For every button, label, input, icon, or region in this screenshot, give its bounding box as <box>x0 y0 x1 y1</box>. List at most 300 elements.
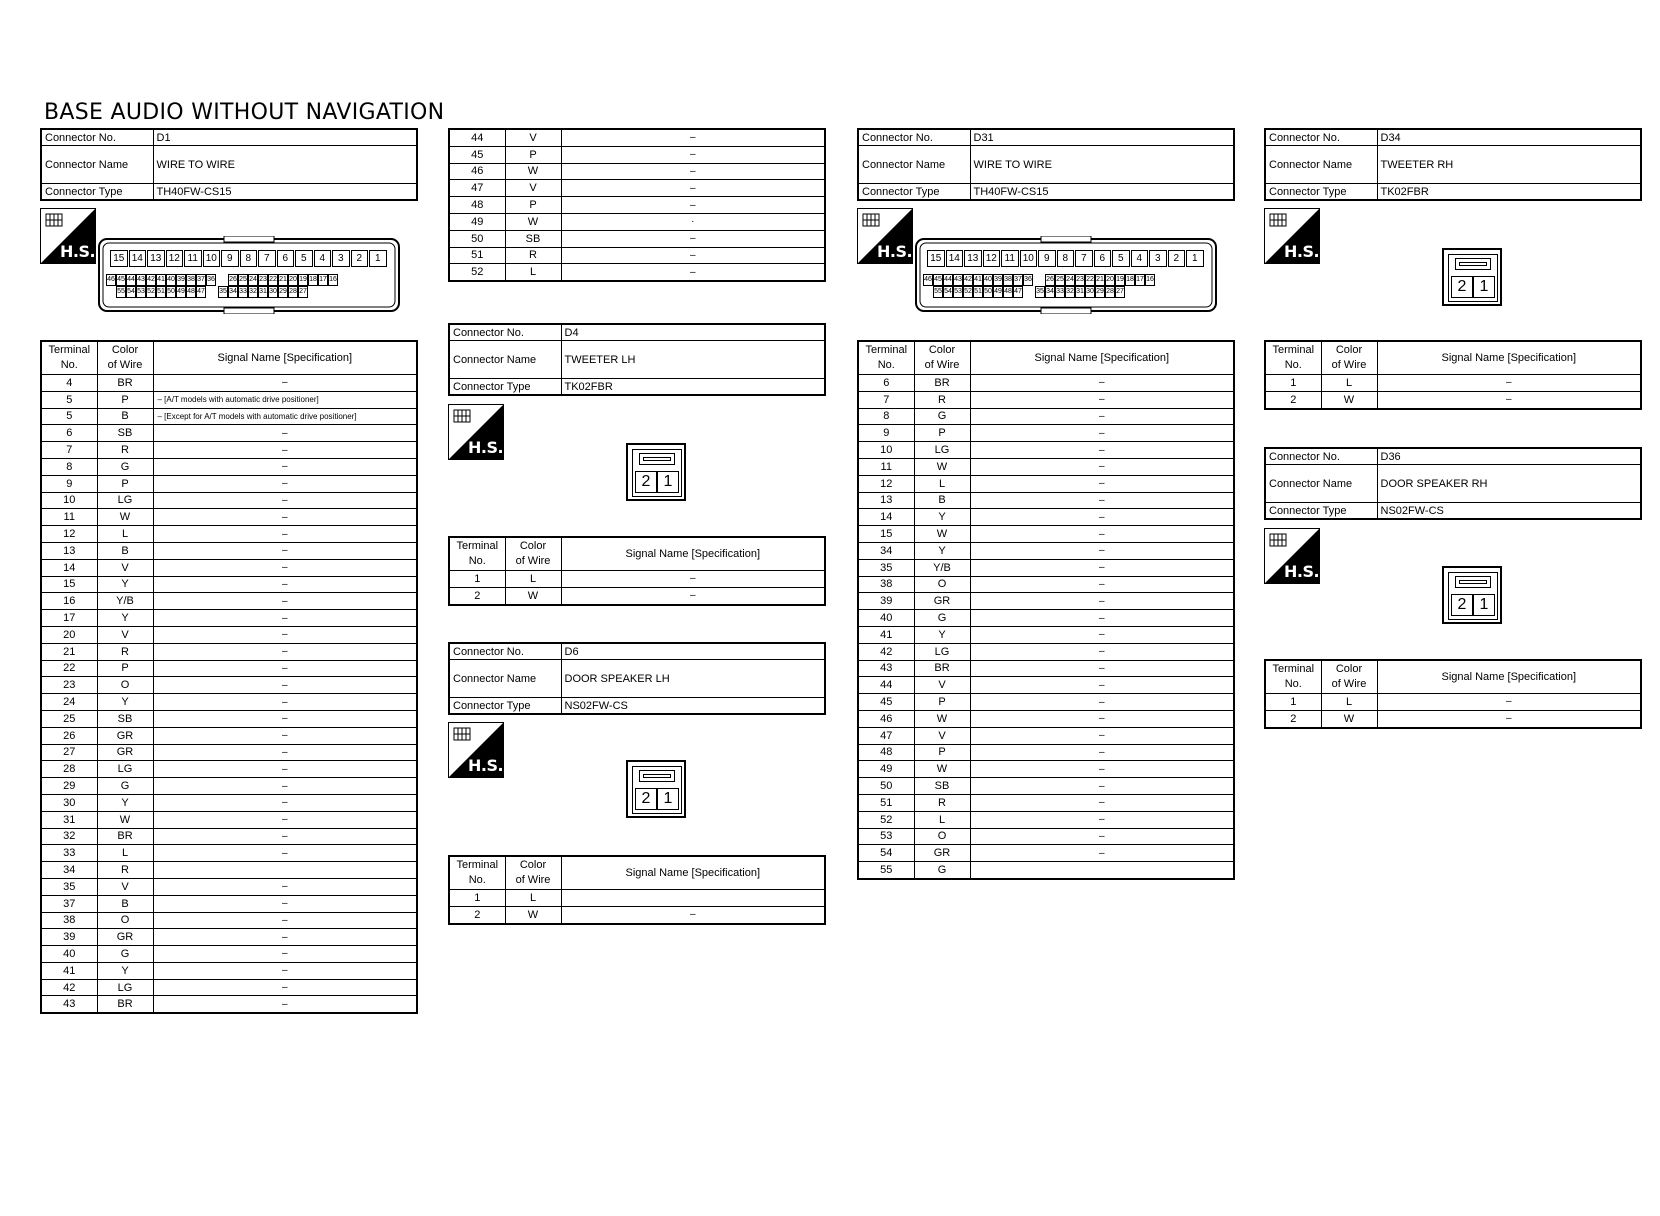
connector-pin: 19 <box>1115 274 1125 286</box>
table-row <box>858 576 1234 593</box>
connector-pin: 12 <box>983 250 1001 267</box>
table-row <box>449 906 825 923</box>
connector-pin: 53 <box>953 286 963 298</box>
cavity-2: 2 <box>1451 594 1473 616</box>
connector-name-value: WIRE TO WIRE <box>970 146 1234 184</box>
wire-color-cell: LG <box>914 442 970 459</box>
connector-pin: 49 <box>176 286 186 298</box>
connector-pin: 6 <box>1094 250 1112 267</box>
signal-name-cell: – <box>561 264 825 281</box>
signal-name-cell: – <box>153 576 417 593</box>
connector-pin: 47 <box>1013 286 1023 298</box>
d31-terminal-table <box>857 340 1235 880</box>
d6-connector-face-diagram <box>626 760 686 818</box>
signal-name-cell: – <box>970 677 1234 694</box>
table-row <box>858 677 1234 694</box>
wire-color-cell: R <box>914 391 970 408</box>
connector-pin: 43 <box>953 274 963 286</box>
table-row <box>41 542 417 559</box>
connector-no-value: D1 <box>153 129 417 146</box>
wire-color-cell: V <box>505 180 561 197</box>
connector-pin: 9 <box>1038 250 1056 267</box>
connector-pin: 2 <box>1168 250 1186 267</box>
wire-color-cell: L <box>1321 375 1377 392</box>
d36-connector-face-diagram <box>1442 566 1502 624</box>
table-row <box>41 962 417 979</box>
wire-color-cell: W <box>505 906 561 923</box>
connector-pin: 8 <box>240 250 258 267</box>
table-row <box>41 509 417 526</box>
terminal-no-cell: 8 <box>41 458 97 475</box>
d6-terminal-table <box>448 855 826 925</box>
terminal-no-cell: 2 <box>1265 710 1321 727</box>
connector-pin: 7 <box>1075 250 1093 267</box>
terminal-no-cell: 6 <box>858 375 914 392</box>
connector-pin: 2 <box>351 250 369 267</box>
connector-type-label: Connector Type <box>1265 503 1377 520</box>
wire-color-cell: B <box>97 542 153 559</box>
signal-name-cell: – <box>153 509 417 526</box>
terminal-no-cell: 12 <box>858 475 914 492</box>
table-row <box>858 744 1234 761</box>
d34-terminal-table <box>1264 340 1642 410</box>
table-row <box>858 509 1234 526</box>
cavity-1: 1 <box>657 788 679 810</box>
wire-color-cell: BR <box>97 828 153 845</box>
connector-pin: 36 <box>206 274 216 286</box>
connector-pin <box>1033 274 1045 286</box>
signal-name-cell: – <box>561 587 825 604</box>
table-row <box>41 576 417 593</box>
signal-name-cell: – <box>153 811 417 828</box>
signal-name-cell: – <box>153 744 417 761</box>
table-row <box>41 862 417 879</box>
connector-pin: 50 <box>983 286 993 298</box>
connector-pin: 33 <box>238 286 248 298</box>
connector-pin: 52 <box>146 286 156 298</box>
signal-name-cell: – <box>153 626 417 643</box>
connector-pin: 3 <box>332 250 350 267</box>
hs-label: H.S. <box>1284 562 1320 581</box>
terminal-no-cell: 12 <box>41 526 97 543</box>
connector-pin: 44 <box>943 274 953 286</box>
terminal-no-cell: 1 <box>1265 375 1321 392</box>
signal-name-cell: – <box>153 761 417 778</box>
signal-name-cell: – <box>1377 375 1641 392</box>
table-row <box>1265 710 1641 727</box>
terminal-no-cell: 4 <box>41 375 97 392</box>
wire-color-cell: O <box>914 576 970 593</box>
connector-name-label: Connector Name <box>1265 146 1377 184</box>
terminal-no-cell: 13 <box>41 542 97 559</box>
signal-name-cell: – <box>970 778 1234 795</box>
connector-pin: 42 <box>146 274 156 286</box>
connector-pin: 17 <box>318 274 328 286</box>
connector-pin: 17 <box>1135 274 1145 286</box>
connector-pin: 27 <box>298 286 308 298</box>
signal-name-cell: – <box>970 408 1234 425</box>
connector-name-label: Connector Name <box>858 146 970 184</box>
signal-name-cell <box>970 862 1234 879</box>
wire-color-cell: BR <box>914 660 970 677</box>
wire-color-cell: Y/B <box>97 593 153 610</box>
connector-pin: 5 <box>295 250 313 267</box>
terminal-no-cell: 21 <box>41 643 97 660</box>
table-row <box>858 610 1234 627</box>
wire-color-cell: W <box>505 213 561 230</box>
wire-color-cell: Y <box>97 694 153 711</box>
signal-name-cell: – <box>153 425 417 442</box>
connector-pin: 46 <box>106 274 116 286</box>
terminal-no-cell: 39 <box>41 929 97 946</box>
table-row <box>858 559 1234 576</box>
connector-type-label: Connector Type <box>1265 184 1377 201</box>
terminal-no-cell: 11 <box>858 458 914 475</box>
table-row <box>41 710 417 727</box>
connector-pin: 31 <box>258 286 268 298</box>
signal-name-cell: – <box>561 129 825 146</box>
cavity-2: 2 <box>635 471 657 493</box>
terminal-no-cell: 31 <box>41 811 97 828</box>
wire-color-cell: SB <box>914 778 970 795</box>
wire-color-cell: R <box>914 794 970 811</box>
wire-color-cell: GR <box>914 593 970 610</box>
wire-color-cell: V <box>97 559 153 576</box>
connector-type-value: TK02FBR <box>561 379 825 396</box>
terminal-no-cell: 52 <box>858 811 914 828</box>
wire-color-cell: P <box>505 146 561 163</box>
signal-name-cell: – <box>153 677 417 694</box>
signal-name-cell: – <box>153 828 417 845</box>
table-row <box>41 492 417 509</box>
signal-name-cell: – <box>153 694 417 711</box>
signal-name-cell: – [Except for A/T models with automatic drive positioner] <box>153 408 417 425</box>
connector-pin: 16 <box>1145 274 1155 286</box>
signal-name-cell: – <box>1377 391 1641 408</box>
signal-name-cell: – <box>561 906 825 923</box>
connector-no-label: Connector No. <box>1265 129 1377 146</box>
signal-name-cell: – <box>970 375 1234 392</box>
table-row <box>1265 694 1641 711</box>
signal-name-header: Signal Name [Specification] <box>1377 660 1641 694</box>
terminal-no-cell: 39 <box>858 593 914 610</box>
signal-name-cell: – <box>153 492 417 509</box>
wire-color-cell: V <box>505 129 561 146</box>
connector-pin: 5 <box>1112 250 1130 267</box>
wire-color-cell: W <box>914 710 970 727</box>
terminal-no-header: Terminal No. <box>449 537 505 571</box>
table-row <box>858 526 1234 543</box>
connector-pin: 50 <box>166 286 176 298</box>
terminal-no-cell: 14 <box>858 509 914 526</box>
connector-pin: 32 <box>1065 286 1075 298</box>
table-row <box>41 946 417 963</box>
terminal-no-cell: 23 <box>41 677 97 694</box>
connector-pin: 14 <box>946 250 964 267</box>
connector-pin: 20 <box>1105 274 1115 286</box>
terminal-no-cell: 47 <box>858 727 914 744</box>
wire-color-cell: G <box>97 778 153 795</box>
terminal-no-cell: 10 <box>858 442 914 459</box>
connector-pin: 40 <box>166 274 176 286</box>
connector-type-label: Connector Type <box>41 184 153 201</box>
table-row <box>449 587 825 604</box>
signal-name-cell: – <box>970 593 1234 610</box>
terminal-no-cell: 10 <box>41 492 97 509</box>
color-of-wire-header: Color of Wire <box>505 856 561 890</box>
connector-pin: 3 <box>1149 250 1167 267</box>
table-row <box>858 475 1234 492</box>
signal-name-cell: – <box>153 710 417 727</box>
signal-name-cell <box>561 890 825 907</box>
table-row <box>858 408 1234 425</box>
connector-pin: 25 <box>1055 274 1065 286</box>
signal-name-cell: – <box>970 391 1234 408</box>
hs-label: H.S. <box>1284 242 1320 261</box>
wire-color-cell: BR <box>97 375 153 392</box>
signal-name-cell: – <box>153 660 417 677</box>
signal-name-cell: – <box>970 475 1234 492</box>
terminal-no-cell: 1 <box>449 571 505 588</box>
table-row <box>41 996 417 1013</box>
terminal-no-cell: 2 <box>449 906 505 923</box>
wire-color-cell: W <box>97 509 153 526</box>
wire-color-cell: P <box>914 744 970 761</box>
connector-pin: 13 <box>964 250 982 267</box>
connector-name-label: Connector Name <box>449 341 561 379</box>
connector-no-value: D31 <box>970 129 1234 146</box>
d1-connector-info <box>40 128 418 201</box>
signal-name-cell: – <box>970 559 1234 576</box>
connector-type-value: TK02FBR <box>1377 184 1641 201</box>
signal-name-cell: – <box>970 744 1234 761</box>
wire-color-cell: GR <box>914 845 970 862</box>
wire-color-cell: B <box>914 492 970 509</box>
signal-name-cell: – <box>153 794 417 811</box>
terminal-no-cell: 54 <box>858 845 914 862</box>
connector-pin: 48 <box>1003 286 1013 298</box>
signal-name-cell: – <box>153 996 417 1013</box>
wire-color-cell: O <box>97 677 153 694</box>
table-row <box>41 778 417 795</box>
terminal-no-cell: 30 <box>41 794 97 811</box>
terminal-no-cell: 34 <box>41 862 97 879</box>
d1-terminal-table-continued <box>448 128 826 282</box>
table-row <box>449 180 825 197</box>
wire-color-cell: BR <box>97 996 153 1013</box>
table-row <box>858 845 1234 862</box>
connector-no-label: Connector No. <box>1265 448 1377 465</box>
connector-no-value: D6 <box>561 643 825 660</box>
table-row <box>41 828 417 845</box>
connector-pin: 31 <box>1075 286 1085 298</box>
connector-pin: 51 <box>156 286 166 298</box>
terminal-no-header: Terminal No. <box>858 341 914 375</box>
signal-name-cell: – <box>153 878 417 895</box>
terminal-no-cell: 45 <box>449 146 505 163</box>
connector-pin: 1 <box>1186 250 1204 267</box>
wire-color-cell: V <box>97 878 153 895</box>
page-title: BASE AUDIO WITHOUT NAVIGATION <box>44 100 445 125</box>
terminal-no-cell: 8 <box>858 408 914 425</box>
connector-pin <box>216 274 228 286</box>
terminal-no-cell: 17 <box>41 610 97 627</box>
connector-pin: 41 <box>156 274 166 286</box>
terminal-no-header: Terminal No. <box>1265 660 1321 694</box>
signal-name-cell: – <box>153 375 417 392</box>
wire-color-cell: Y/B <box>914 559 970 576</box>
connector-pin: 8 <box>1057 250 1075 267</box>
wire-color-cell: P <box>97 391 153 408</box>
connector-pin: 46 <box>923 274 933 286</box>
signal-name-header: Signal Name [Specification] <box>561 856 825 890</box>
connector-no-value: D4 <box>561 324 825 341</box>
connector-pin: 10 <box>203 250 221 267</box>
table-row <box>858 761 1234 778</box>
signal-name-cell: – <box>970 526 1234 543</box>
connector-pin: 14 <box>129 250 147 267</box>
d4-connector-info <box>448 323 826 396</box>
terminal-no-cell: 11 <box>41 509 97 526</box>
connector-pin: 42 <box>963 274 973 286</box>
wire-color-cell: P <box>97 660 153 677</box>
signal-name-cell: – <box>153 778 417 795</box>
terminal-no-cell: 6 <box>41 425 97 442</box>
terminal-no-cell: 40 <box>858 610 914 627</box>
terminal-no-cell: 47 <box>449 180 505 197</box>
signal-name-cell: – <box>970 845 1234 862</box>
connector-pin: 29 <box>1095 286 1105 298</box>
table-row <box>1265 391 1641 408</box>
table-row <box>858 828 1234 845</box>
color-of-wire-header: Color of Wire <box>914 341 970 375</box>
connector-pin: 51 <box>973 286 983 298</box>
signal-name-cell: – <box>970 694 1234 711</box>
table-row <box>858 694 1234 711</box>
connector-type-label: Connector Type <box>449 379 561 396</box>
signal-name-cell: – <box>561 571 825 588</box>
wire-color-cell: L <box>505 264 561 281</box>
wire-color-cell: GR <box>97 929 153 946</box>
wire-color-cell: L <box>505 890 561 907</box>
wire-color-cell: V <box>914 677 970 694</box>
connector-pin: 44 <box>126 274 136 286</box>
hs-label: H.S. <box>60 242 96 261</box>
connector-pin: 37 <box>1013 274 1023 286</box>
wire-color-cell: L <box>1321 694 1377 711</box>
terminal-no-cell: 43 <box>41 996 97 1013</box>
signal-name-cell: – <box>970 794 1234 811</box>
signal-name-cell: – <box>970 828 1234 845</box>
table-row <box>449 264 825 281</box>
connector-pin: 54 <box>943 286 953 298</box>
connector-pin <box>206 286 218 298</box>
d34-connector-info <box>1264 128 1642 201</box>
signal-name-cell: – <box>153 458 417 475</box>
connector-type-value: TH40FW-CS15 <box>970 184 1234 201</box>
hs-harness-side-icon <box>448 404 504 460</box>
signal-name-cell: – <box>970 442 1234 459</box>
signal-name-cell: – <box>153 442 417 459</box>
connector-pin: 41 <box>973 274 983 286</box>
wire-color-cell: LG <box>914 643 970 660</box>
table-row <box>858 862 1234 879</box>
hs-label: H.S. <box>468 756 504 775</box>
signal-name-cell: – <box>970 425 1234 442</box>
table-row <box>41 979 417 996</box>
d1-connector-face-diagram <box>98 236 400 314</box>
connector-pin: 24 <box>248 274 258 286</box>
hs-harness-side-icon <box>857 208 913 264</box>
connector-type-value: NS02FW-CS <box>561 698 825 715</box>
terminal-no-cell: 9 <box>858 425 914 442</box>
table-row <box>858 794 1234 811</box>
connector-pin: 33 <box>1055 286 1065 298</box>
signal-name-cell: – <box>561 180 825 197</box>
terminal-no-header: Terminal No. <box>41 341 97 375</box>
cavity-2: 2 <box>1451 276 1473 298</box>
wire-color-cell: W <box>914 526 970 543</box>
connector-pin: 49 <box>993 286 1003 298</box>
table-row <box>449 230 825 247</box>
connector-pin: 45 <box>116 274 126 286</box>
connector-pin: 37 <box>196 274 206 286</box>
table-row <box>41 744 417 761</box>
signal-name-header: Signal Name [Specification] <box>1377 341 1641 375</box>
table-row <box>41 458 417 475</box>
signal-name-cell: – <box>970 509 1234 526</box>
signal-name-cell: – <box>153 542 417 559</box>
color-of-wire-header: Color of Wire <box>1321 660 1377 694</box>
signal-name-cell: · <box>561 213 825 230</box>
wire-color-cell: LG <box>97 979 153 996</box>
connector-pin: 6 <box>277 250 295 267</box>
terminal-no-cell: 44 <box>449 129 505 146</box>
wire-color-cell: W <box>914 761 970 778</box>
connector-pin: 23 <box>1075 274 1085 286</box>
table-row <box>41 660 417 677</box>
signal-name-cell: – <box>561 163 825 180</box>
wire-color-cell: SB <box>97 710 153 727</box>
terminal-no-cell: 44 <box>858 677 914 694</box>
terminal-no-cell: 50 <box>449 230 505 247</box>
terminal-no-cell: 43 <box>858 660 914 677</box>
table-row <box>858 425 1234 442</box>
signal-name-cell: – <box>153 979 417 996</box>
signal-name-cell: – <box>561 230 825 247</box>
wire-color-cell: Y <box>914 509 970 526</box>
signal-name-cell: – <box>153 912 417 929</box>
connector-pin: 52 <box>963 286 973 298</box>
connector-pin: 29 <box>278 286 288 298</box>
table-row <box>858 442 1234 459</box>
signal-name-cell <box>153 862 417 879</box>
signal-name-cell: – <box>970 458 1234 475</box>
terminal-no-cell: 48 <box>449 197 505 214</box>
signal-name-cell: – [A/T models with automatic drive positioner] <box>153 391 417 408</box>
wire-color-cell: Y <box>914 542 970 559</box>
terminal-no-cell: 7 <box>858 391 914 408</box>
table-row <box>449 890 825 907</box>
connector-name-value: TWEETER RH <box>1377 146 1641 184</box>
connector-name-label: Connector Name <box>449 660 561 698</box>
connector-pin: 39 <box>176 274 186 286</box>
connector-pin: 55 <box>116 286 126 298</box>
signal-name-cell: – <box>153 643 417 660</box>
color-of-wire-header: Color of Wire <box>97 341 153 375</box>
connector-pin: 30 <box>268 286 278 298</box>
terminal-no-cell: 2 <box>1265 391 1321 408</box>
